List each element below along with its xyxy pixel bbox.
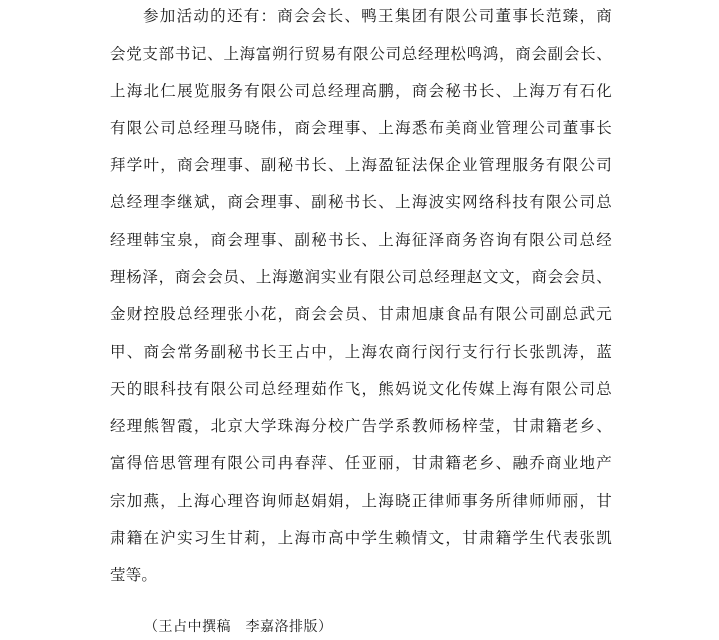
paragraph-line: 莹等。 (110, 566, 158, 584)
author-credit: （王占中撰稿 李嘉洛排版） (144, 619, 333, 635)
paragraph-line: 宗加燕，上海心理咨询师赵娟娟，上海晓正律师事务所律师师丽，甘 (110, 492, 612, 510)
paragraph-line: 天的眼科技有限公司总经理茹作飞，熊妈说文化传媒上海有限公司总 (110, 380, 612, 398)
paragraph-line: 会党支部书记、上海富朔行贸易有限公司总经理松鸣鸿，商会副会长、 (110, 45, 612, 63)
paragraph-line: 富得倍思管理有限公司冉春萍、任亚丽，甘肃籍老乡、融乔商业地产 (110, 454, 612, 472)
paragraph-line: 拜学叶，商会理事、副秘书长、上海盈钲法保企业管理服务有限公司 (110, 156, 612, 174)
paragraph-line: 理杨泽，商会会员、上海邀润实业有限公司总经理赵文文，商会会员、 (110, 268, 612, 286)
paragraph-line: 上海北仁展览服务有限公司总经理高鹏，商会秘书长、上海万有石化 (110, 82, 612, 100)
paragraph-line: 金财控股总经理张小花，商会会员、甘肃旭康食品有限公司副总武元 (110, 305, 612, 323)
paragraph-line: 参加活动的还有：商会会长、鸭王集团有限公司董事长范臻，商 (143, 7, 612, 25)
paragraph-line: 肃籍在沪实习生甘莉，上海市高中学生赖情文，甘肃籍学生代表张凯 (110, 529, 612, 547)
paragraph-line: 总经理李继斌，商会理事、副秘书长、上海波实网络科技有限公司总 (110, 193, 612, 211)
paragraph-line: 经理熊智霞，北京大学珠海分校广告学系教师杨梓莹，甘肃籍老乡、 (110, 417, 612, 435)
paragraph-line: 有限公司总经理马晓伟，商会理事、上海悉布美商业管理公司董事长 (110, 119, 612, 137)
paragraph-line: 经理韩宝泉，商会理事、副秘书长、上海征泽商务咨询有限公司总经 (110, 231, 612, 249)
paragraph-line: 甲、商会常务副秘书长王占中，上海农商行闵行支行行长张凯涛，蓝 (110, 343, 612, 361)
